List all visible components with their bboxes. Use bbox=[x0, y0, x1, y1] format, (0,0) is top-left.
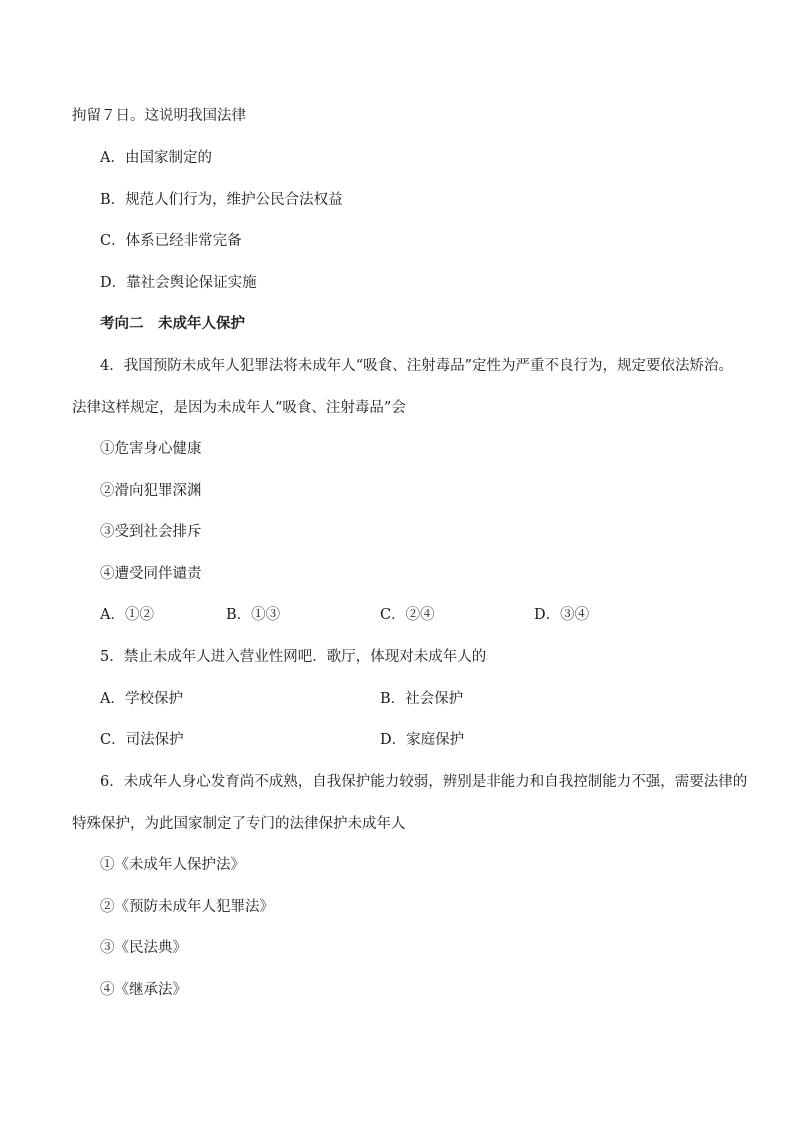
q3-option-b: B．规范人们行为，维护公民合法权益 bbox=[100, 192, 343, 208]
q6-item-1: ①《未成年人保护法》 bbox=[100, 857, 245, 873]
q4-option-b: B．①③ bbox=[226, 607, 281, 623]
q5-option-b: B．社会保护 bbox=[380, 691, 464, 707]
q4-item-4: ④遭受同伴谴责 bbox=[100, 566, 202, 582]
section-heading: 考向二 未成年人保护 bbox=[100, 315, 245, 332]
q6-item-2: ②《预防未成年人犯罪法》 bbox=[100, 899, 274, 915]
q4-item-3: ③受到社会排斥 bbox=[100, 524, 202, 540]
q4-option-d: D．③④ bbox=[534, 607, 590, 623]
q4-item-1: ①危害身心健康 bbox=[100, 441, 202, 457]
q4-option-a: A．①② bbox=[100, 607, 154, 623]
q5-option-c: C．司法保护 bbox=[100, 732, 184, 748]
q5-option-d: D．家庭保护 bbox=[380, 732, 465, 748]
q6-stem-line1: 6．未成年人身心发育尚不成熟，自我保护能力较弱，辨别是非能力和自我控制能力不强，需要法律的 bbox=[100, 774, 748, 790]
q3-option-c: C．体系已经非常完备 bbox=[100, 233, 242, 249]
q6-item-3: ③《民法典》 bbox=[100, 940, 187, 956]
q6-item-4: ④《继承法》 bbox=[100, 982, 187, 998]
q5-option-a: A．学校保护 bbox=[100, 691, 183, 707]
q4-stem-line1: 4．我国预防未成年人犯罪法将未成年人“吸食、注射毒品”定性为严重不良行为，规定要依法矫治。 bbox=[100, 358, 734, 374]
q3-option-d: D．靠社会舆论保证实施 bbox=[100, 275, 257, 291]
q4-stem-line2: 法律这样规定，是因为未成年人“吸食、注射毒品”会 bbox=[72, 400, 406, 416]
q4-option-c: C．②④ bbox=[380, 607, 435, 623]
q4-item-2: ②滑向犯罪深渊 bbox=[100, 483, 202, 499]
q6-stem-line2: 特殊保护，为此国家制定了专门的法律保护未成年人 bbox=[72, 816, 406, 832]
prev-question-tail: 拘留７日。这说明我国法律 bbox=[72, 108, 246, 124]
q5-stem: 5．禁止未成年人进入营业性网吧．歌厅，体现对未成年人的 bbox=[100, 649, 487, 665]
q3-option-a: A．由国家制定的 bbox=[100, 150, 212, 166]
